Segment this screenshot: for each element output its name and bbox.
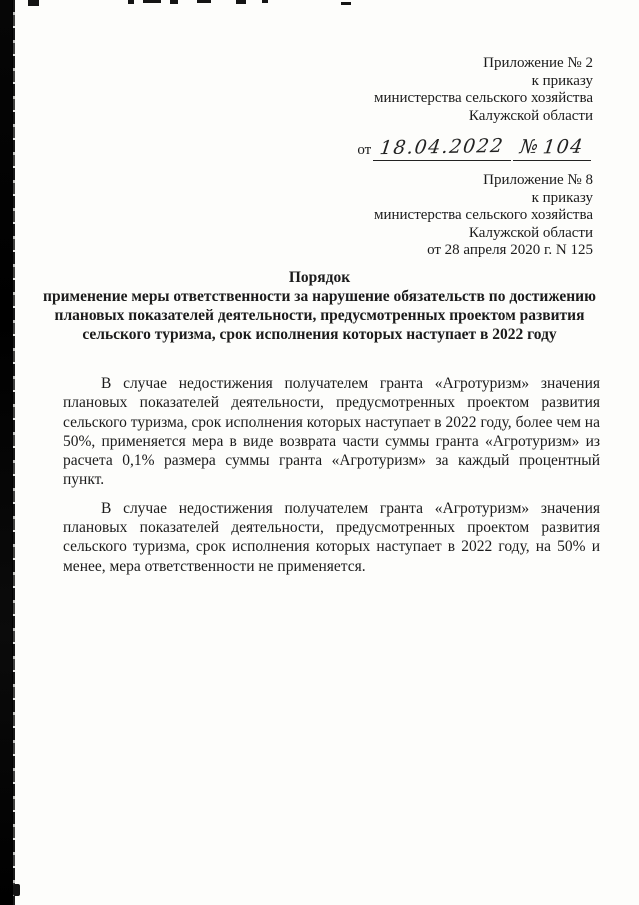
title-heading: Порядок xyxy=(288,269,351,286)
appendix1-title: Приложение № 2 xyxy=(483,55,593,71)
appendix1-region: Калужской области xyxy=(468,107,593,124)
appendix1-to-order: к приказу xyxy=(531,72,593,89)
appendix2-region: Калужской области xyxy=(468,224,593,241)
scan-artifact-mark xyxy=(236,0,246,4)
appendix1-ministry: министерства сельского хозяйства xyxy=(373,90,593,106)
date-prefix: от xyxy=(357,142,372,158)
title-line: плановых показателей деятельности, предусмотренных проектом развития xyxy=(54,307,585,324)
order-date-line xyxy=(357,134,591,161)
scan-artifact-left-edge xyxy=(0,0,13,905)
number-sign: № xyxy=(518,135,541,159)
handwritten-date-field xyxy=(373,134,511,161)
title-line: применение меры ответственности за нарушение обязательств по достижению xyxy=(43,288,596,305)
handwritten-number-field xyxy=(513,137,591,161)
scan-artifact-mark xyxy=(28,0,39,6)
appendix-header-1 xyxy=(374,55,593,125)
appendix2-ministry: министерства сельского хозяйства xyxy=(373,207,593,223)
handwritten-date: 18.04.2022 xyxy=(378,134,506,160)
paragraph-2: В случае недостижения получателем гранта «Агротуризм» значения плановых показателей деятельности, предусмотренных проектом развития сельского туризма, срок исполнения которых наступает в 2022 году, на 50% и менее, мера ответственности не применяется. xyxy=(63,499,600,575)
appendix2-order-date: от 28 апреля 2020 г. N 125 xyxy=(427,242,593,258)
scan-artifact-mark xyxy=(128,0,134,4)
scan-artifact-mark xyxy=(197,0,211,3)
scan-artifact-mark xyxy=(262,0,268,3)
scan-artifact-mark xyxy=(341,2,351,5)
document-title xyxy=(30,268,609,344)
scan-artifact-mark xyxy=(170,0,178,4)
scan-artifact-mark xyxy=(13,884,20,896)
scan-artifact-mark xyxy=(143,0,161,3)
document-body xyxy=(63,374,600,585)
appendix2-title: Приложение № 8 xyxy=(483,172,593,188)
appendix-header-2 xyxy=(374,172,593,260)
title-line: сельского туризма, срок исполнения которых наступает в 2022 году xyxy=(82,326,557,343)
appendix2-to-order: к приказу xyxy=(531,189,593,206)
handwritten-number: 104 xyxy=(541,135,586,159)
paragraph-1: В случае недостижения получателем гранта «Агротуризм» значения плановых показателей деятельности, предусмотренных проектом развития сельского туризма, срок исполнения которых наступает в 2022 году, более чем на 50%, применяется мера в виде возврата части суммы гранта «Агротуризм» из расчета 0,1% размера суммы гранта «Агротуризм» за каждый процентный пункт. xyxy=(63,375,600,489)
